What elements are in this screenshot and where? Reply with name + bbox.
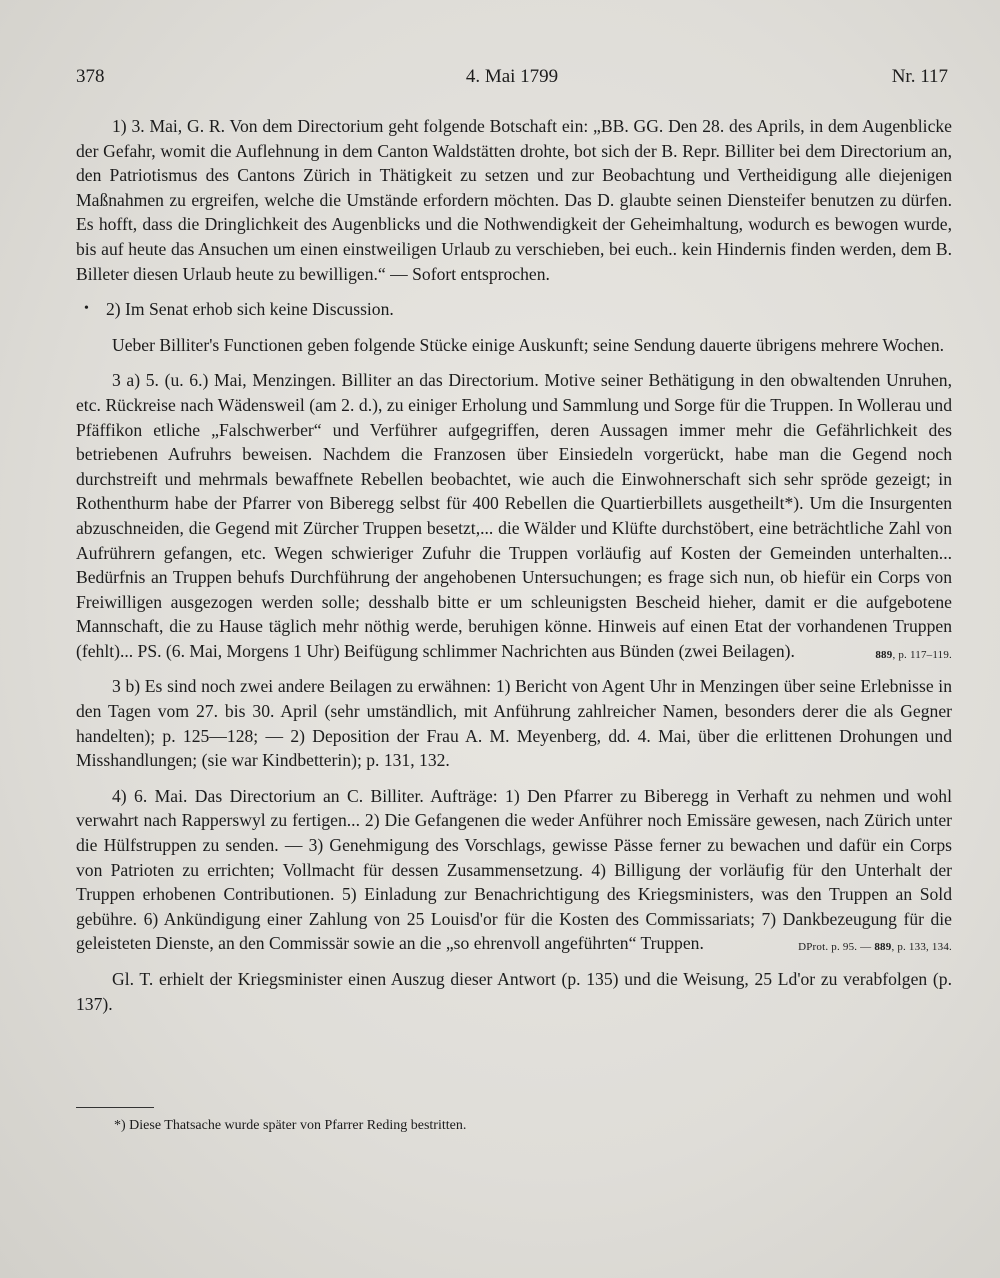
bullet-mark: • xyxy=(84,301,89,317)
paragraph-5: 3 b) Es sind noch zwei andere Beilagen zu erwähnen: 1) Bericht von Agent Uhr in Menzingen über seine Erlebnisse in den Tagen vom 27. bis 30. April (sehr umständlich, mit Anführung zahlreicher Namen, besonders derer die als Gegner handelten); p. 125—128; — 2) Deposition der Frau A. M. Meyenberg, dd. 4. Mai, über die erlittenen Drohungen und Misshandlungen; (sie war Kindbetterin); p. 131, 132. xyxy=(76,676,952,771)
paragraph-7: Gl. T. erhielt der Kriegsminister einen Auszug dieser Antwort (p. 135) und die Weisung, 25 Ld'or zu verabfolgen (p. 137). xyxy=(76,969,952,1014)
source-reference-prefix: DProt. p. 95. — xyxy=(798,941,875,954)
page-number: 378 xyxy=(76,66,105,87)
paragraph-4 xyxy=(76,368,952,663)
footnote-divider xyxy=(76,1107,154,1108)
header-date: 4. Mai 1799 xyxy=(465,66,559,87)
document-body xyxy=(76,114,952,1027)
document-number: Nr. 117 xyxy=(891,66,948,87)
paragraph-3: Ueber Billiter's Functionen geben folgende Stücke einige Auskunft; seine Sendung dauerte übrigens mehrere Wochen. xyxy=(112,334,945,355)
paragraph-6 xyxy=(76,784,952,956)
paragraph-2 xyxy=(76,297,952,322)
page-header xyxy=(76,66,948,94)
paragraph-6-text: 4) 6. Mai. Das Directorium an C. Billiter. Aufträge: 1) Den Pfarrer zu Biberegg in Verhaft zu nehmen und wohl verwahrt nach Rapperswyl zu fertigen... 2) Die Gefangenen die weder Anführer noch Emissäre gewesen, nach Zürich unter die Hülfstruppen zu senden. — 3) Genehmigung des Vorschlags, gewisse Pässe ferner zu bewachen und dafür ein Corps von Patrioten zu errichten; Vollmacht für dessen Zusammensetzung. 4) Billigung der vorläufig für den Unterhalt der Truppen erhobenen Contributionen. 5) Einladung zur Benachrichtigung des Kriegsministers, was den Truppen an Sold gebühre. 6) Ankündigung einer Zahlung von 25 Louisd'or für die Kosten des Commissariats; 7) Dankbezeugung für die geleisteten Dienste, an den Commissär sowie an die „so ehrenvoll angeführten“ Truppen. xyxy=(76,785,952,954)
source-reference-pages: , p. 133, 134. xyxy=(891,941,952,954)
source-reference-bold: 889 xyxy=(875,648,893,661)
paragraph-1: 1) 3. Mai, G. R. Von dem Directorium geht folgende Botschaft ein: „BB. GG. Den 28. des Aprils, in dem Augenblicke der Gefahr, womit die Auflehnung in dem Canton Waldstätten drohte, bot sich der B. Repr. Billiter bei dem Directorium an, den Patriotismus des Cantons Zürich in Thätigkeit zu setzen und zur Beobachtung und Vertheidigung alle diejenigen Maßnahmen zu ergreifen, welche die Umstände erfordern möchten. Das D. glaubte seinen Diensteifer benutzen zu dürfen. Es hofft, dass die Dringlichkeit des Augenblicks und die Nothwendigkeit der Geheimhaltung, wodurch es bewogen wurde, bis auf heute das Ansuchen um einen einstweiligen Urlaub zu verschieben, bei euch.. kein Hindernis finden werden, dem B. Billeter diesen Urlaub heute zu bewilligen.“ — Sofort entsprochen. xyxy=(76,116,952,284)
source-reference-pages: , p. 117–119. xyxy=(892,648,952,661)
source-reference xyxy=(839,643,952,668)
source-reference-bold: 889 xyxy=(874,941,892,954)
footnote: *) Diese Thatsache wurde später von Pfarrer Reding bestritten. xyxy=(114,1118,467,1133)
paragraph-2-text: 2) Im Senat erhob sich keine Discussion. xyxy=(106,299,394,320)
source-reference xyxy=(762,935,952,960)
paragraph-4-text: 3 a) 5. (u. 6.) Mai, Menzingen. Billiter an das Directorium. Motive seiner Bethätigung in den obwaltenden Unruhen, etc. Rückreise nach Wädensweil (am 2. d.), zu einiger Erholung und Sammlung und Sorge für die Truppen. In Wollerau und Pfäffikon etliche „Falschwerber“ und Verführer aufgegriffen, deren Aussagen immer mehr die Gefährlichkeit des betriebenen Aufruhrs beweisen. Nachdem die Franzosen über Einsiedeln vorgerückt, habe man die Gegend noch durchstreift und mehrmals bewaffnete Rebellen beobachtet, wie auch die Einwohnerschaft sich sehr spröde gezeigt; in Rothenthurm habe der Pfarrer von Biberegg selbst für 400 Rebellen die Quartierbillets ausgetheilt*). Um die Insurgenten abzuschneiden, die Gegend mit Zürcher Truppen besetzt,... die Wälder und Klüfte durchstöbert, eine beträchtliche Zahl von Aufrührern gefangen, etc. Wegen schwieriger Zufuhr die Truppen vorläufig auf Kosten der Gemeinden unterhalten... Bedürfnis an Truppen behufs Durchführung der angehobenen Untersuchungen; es frage sich nun, ob hiefür ein Corps von Freiwilligen ausgezogen werden solle; desshalb bitte er um schleunigsten Bescheid hieher, damit er die aufgebotene Mannschaft, die zu Hause täglich mehr nöthig werde, beruhigen könne. Hinweis auf einen Etat der vorhandenen Truppen (fehlt)... PS. (6. Mai, Morgens 1 Uhr) Beifügung schlimmer Nachrichten aus Bünden (zwei Beilagen). xyxy=(76,370,952,661)
